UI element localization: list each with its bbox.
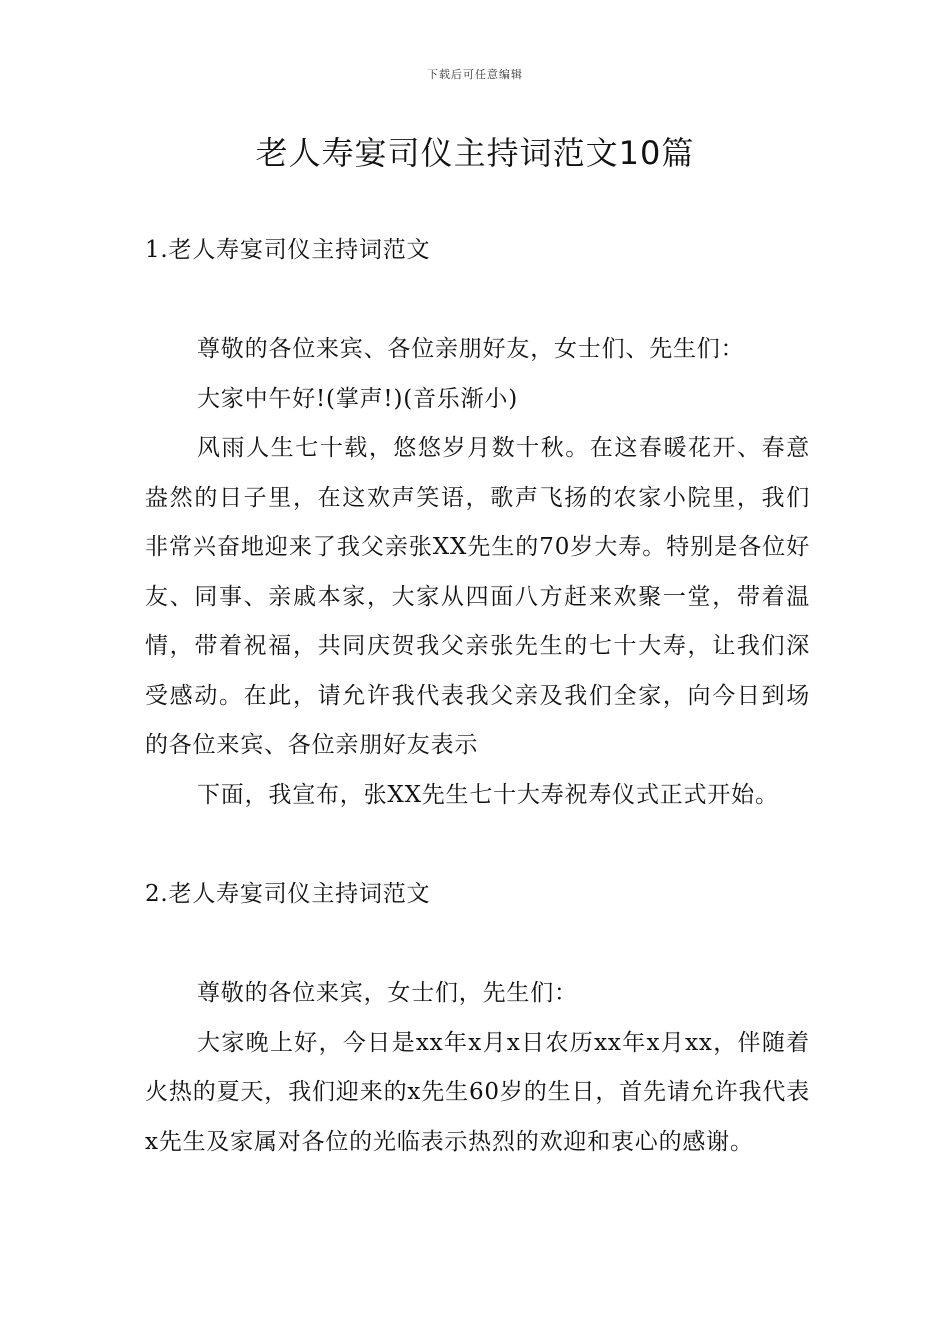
paragraph: 大家中午好!(掌声!)(音乐渐小) [197, 385, 518, 412]
paragraph: 尊敬的各位来宾，女士们，先生们： [197, 980, 578, 1006]
section-heading: 2.老人寿宴司仪主持词范文 [145, 881, 431, 907]
header-note: 下载后可任意编辑 [427, 68, 523, 81]
paragraph: 大家晚上好，今日是xx年x月x日农历xx年x月xx，伴随着火热的夏天，我们迎来的x先生60岁的生日，首先请允许我代表x先生及家属对各位的光临表示热烈的欢迎和衷心的感谢。 [145, 1029, 810, 1155]
section-2 [145, 870, 810, 1167]
document-title: 老人寿宴司仪主持词范文10篇 [255, 134, 695, 172]
section-1 [145, 226, 810, 820]
paragraph: 风雨人生七十载，悠悠岁月数十秋。在这春暖花开、春意盎然的日子里，在这欢声笑语，歌声飞扬的农家小院里，我们非常兴奋地迎来了我父亲张XX先生的70岁大寿。特别是各位好友、同事、亲戚本家，大家从四面八方赶来欢聚一堂，带着温情，带着祝福，共同庆贺我父亲张先生的七十大寿，让我们深受感动。在此，请允许我代表我父亲及我们全家，向今日到场的各位来宾、各位亲朋好友表示 [145, 435, 810, 758]
paragraph: 尊敬的各位来宾、各位亲朋好友，女士们、先生们： [197, 336, 745, 362]
spacer [145, 276, 810, 326]
section-heading: 1.老人寿宴司仪主持词范文 [145, 237, 431, 263]
spacer [145, 920, 810, 970]
paragraph: 下面，我宣布，张XX先生七十大寿祝寿仪式正式开始。 [197, 781, 779, 808]
